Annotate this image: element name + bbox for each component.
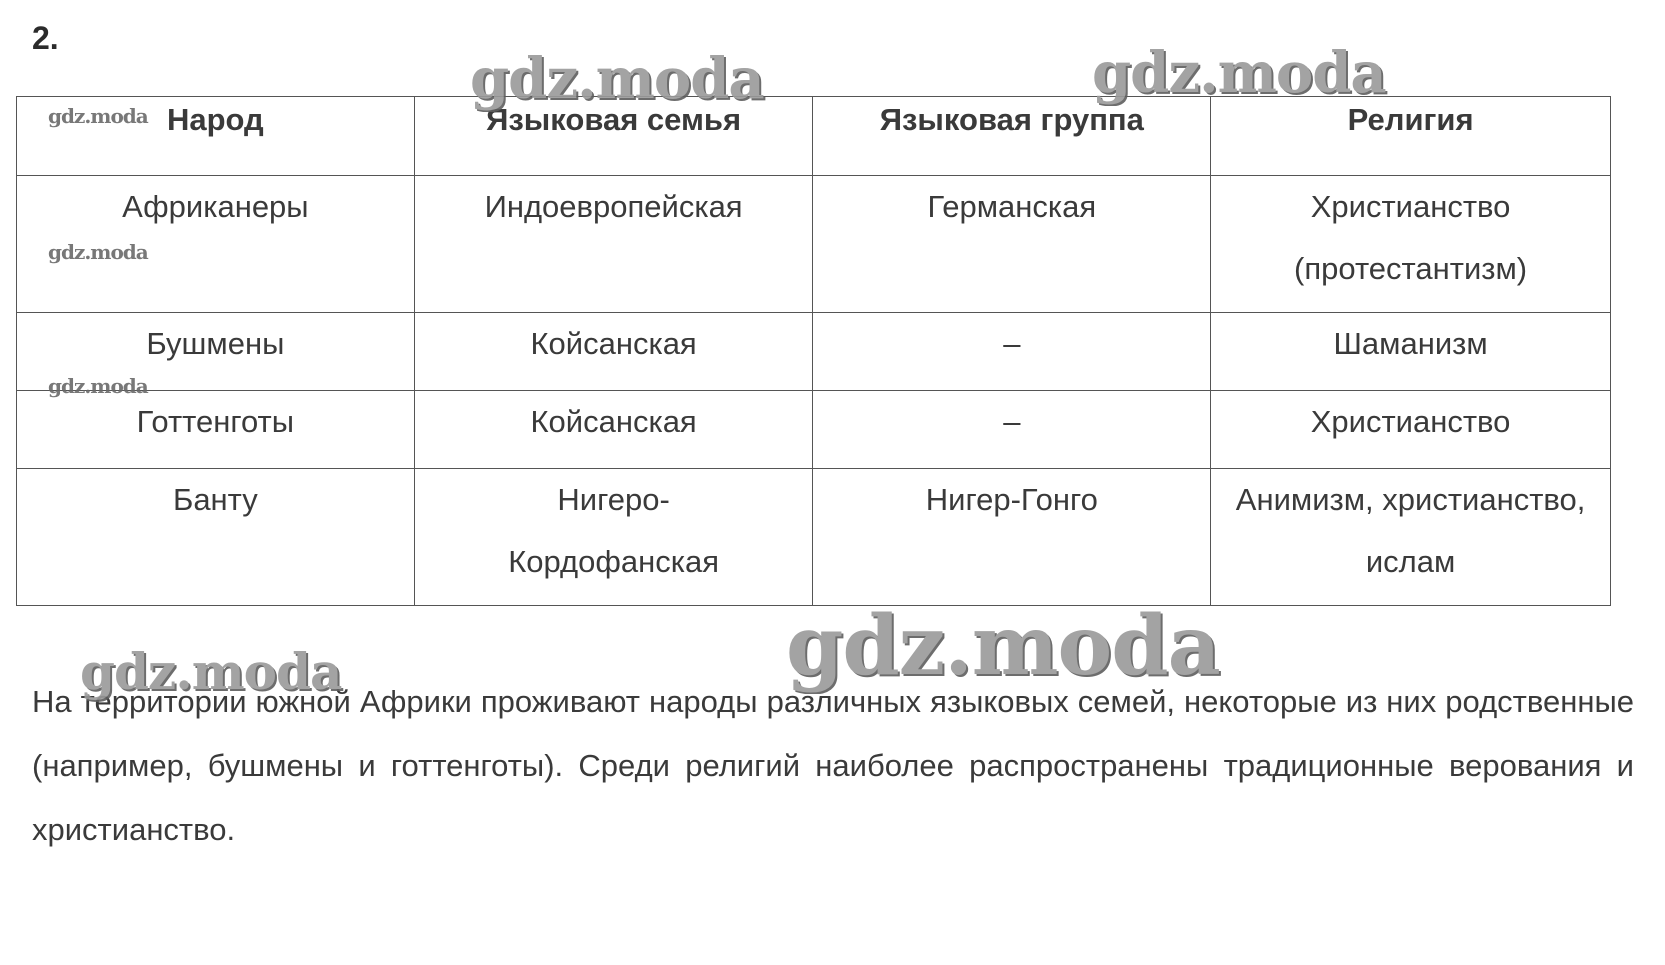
header-language-family: Языковая семья — [414, 97, 813, 176]
cell-religion: Шаманизм — [1211, 313, 1611, 391]
cell-language-family: Нигеро-Кордофанская — [414, 469, 813, 606]
table-row — [17, 391, 1611, 469]
cell-language-group: – — [813, 313, 1211, 391]
cell-language-group: – — [813, 391, 1211, 469]
cell-language-family: Индоевропейская — [414, 176, 813, 313]
cell-language-family: Койсанская — [414, 313, 813, 391]
cell-religion: Анимизм, христианство, ислам — [1211, 469, 1611, 606]
task-number: 2. — [32, 20, 59, 56]
header-language-group: Языковая группа — [813, 97, 1211, 176]
watermark-logo: gdz.moda — [470, 46, 764, 112]
cell-people: Готтенготы — [17, 391, 415, 469]
cell-people: Африканеры — [17, 176, 415, 313]
cell-language-family: Койсанская — [414, 391, 813, 469]
cell-people: Банту — [17, 469, 415, 606]
cell-religion: Христианство — [1211, 391, 1611, 469]
cell-language-group: Нигер-Гонго — [813, 469, 1211, 606]
watermark-logo: gdz.moda — [48, 240, 148, 264]
peoples-table — [16, 96, 1611, 606]
cell-language-group: Германская — [813, 176, 1211, 313]
cell-religion: Христианство (протестантизм) — [1211, 176, 1611, 313]
answer-paragraph: На территории южной Африки проживают народы различных языковых семей, некоторые из них родственные (например, бушмены и готтенготы). Среди религий наиболее распространены традиционные верования и христианство. — [32, 684, 1634, 847]
table-row — [17, 176, 1611, 313]
table-header-row — [17, 97, 1611, 176]
watermark-logo: gdz.moda — [1092, 40, 1386, 106]
watermark-logo: gdz.moda — [48, 104, 148, 128]
table-row — [17, 469, 1611, 606]
table-row — [17, 313, 1611, 391]
watermark-logo: gdz.moda — [48, 374, 148, 398]
header-people: Народ — [17, 97, 415, 176]
header-religion: Религия — [1211, 97, 1611, 176]
watermark-logo: gdz.moda — [786, 598, 1220, 694]
watermark-logo: gdz.moda — [80, 642, 342, 701]
cell-people: Бушмены — [17, 313, 415, 391]
